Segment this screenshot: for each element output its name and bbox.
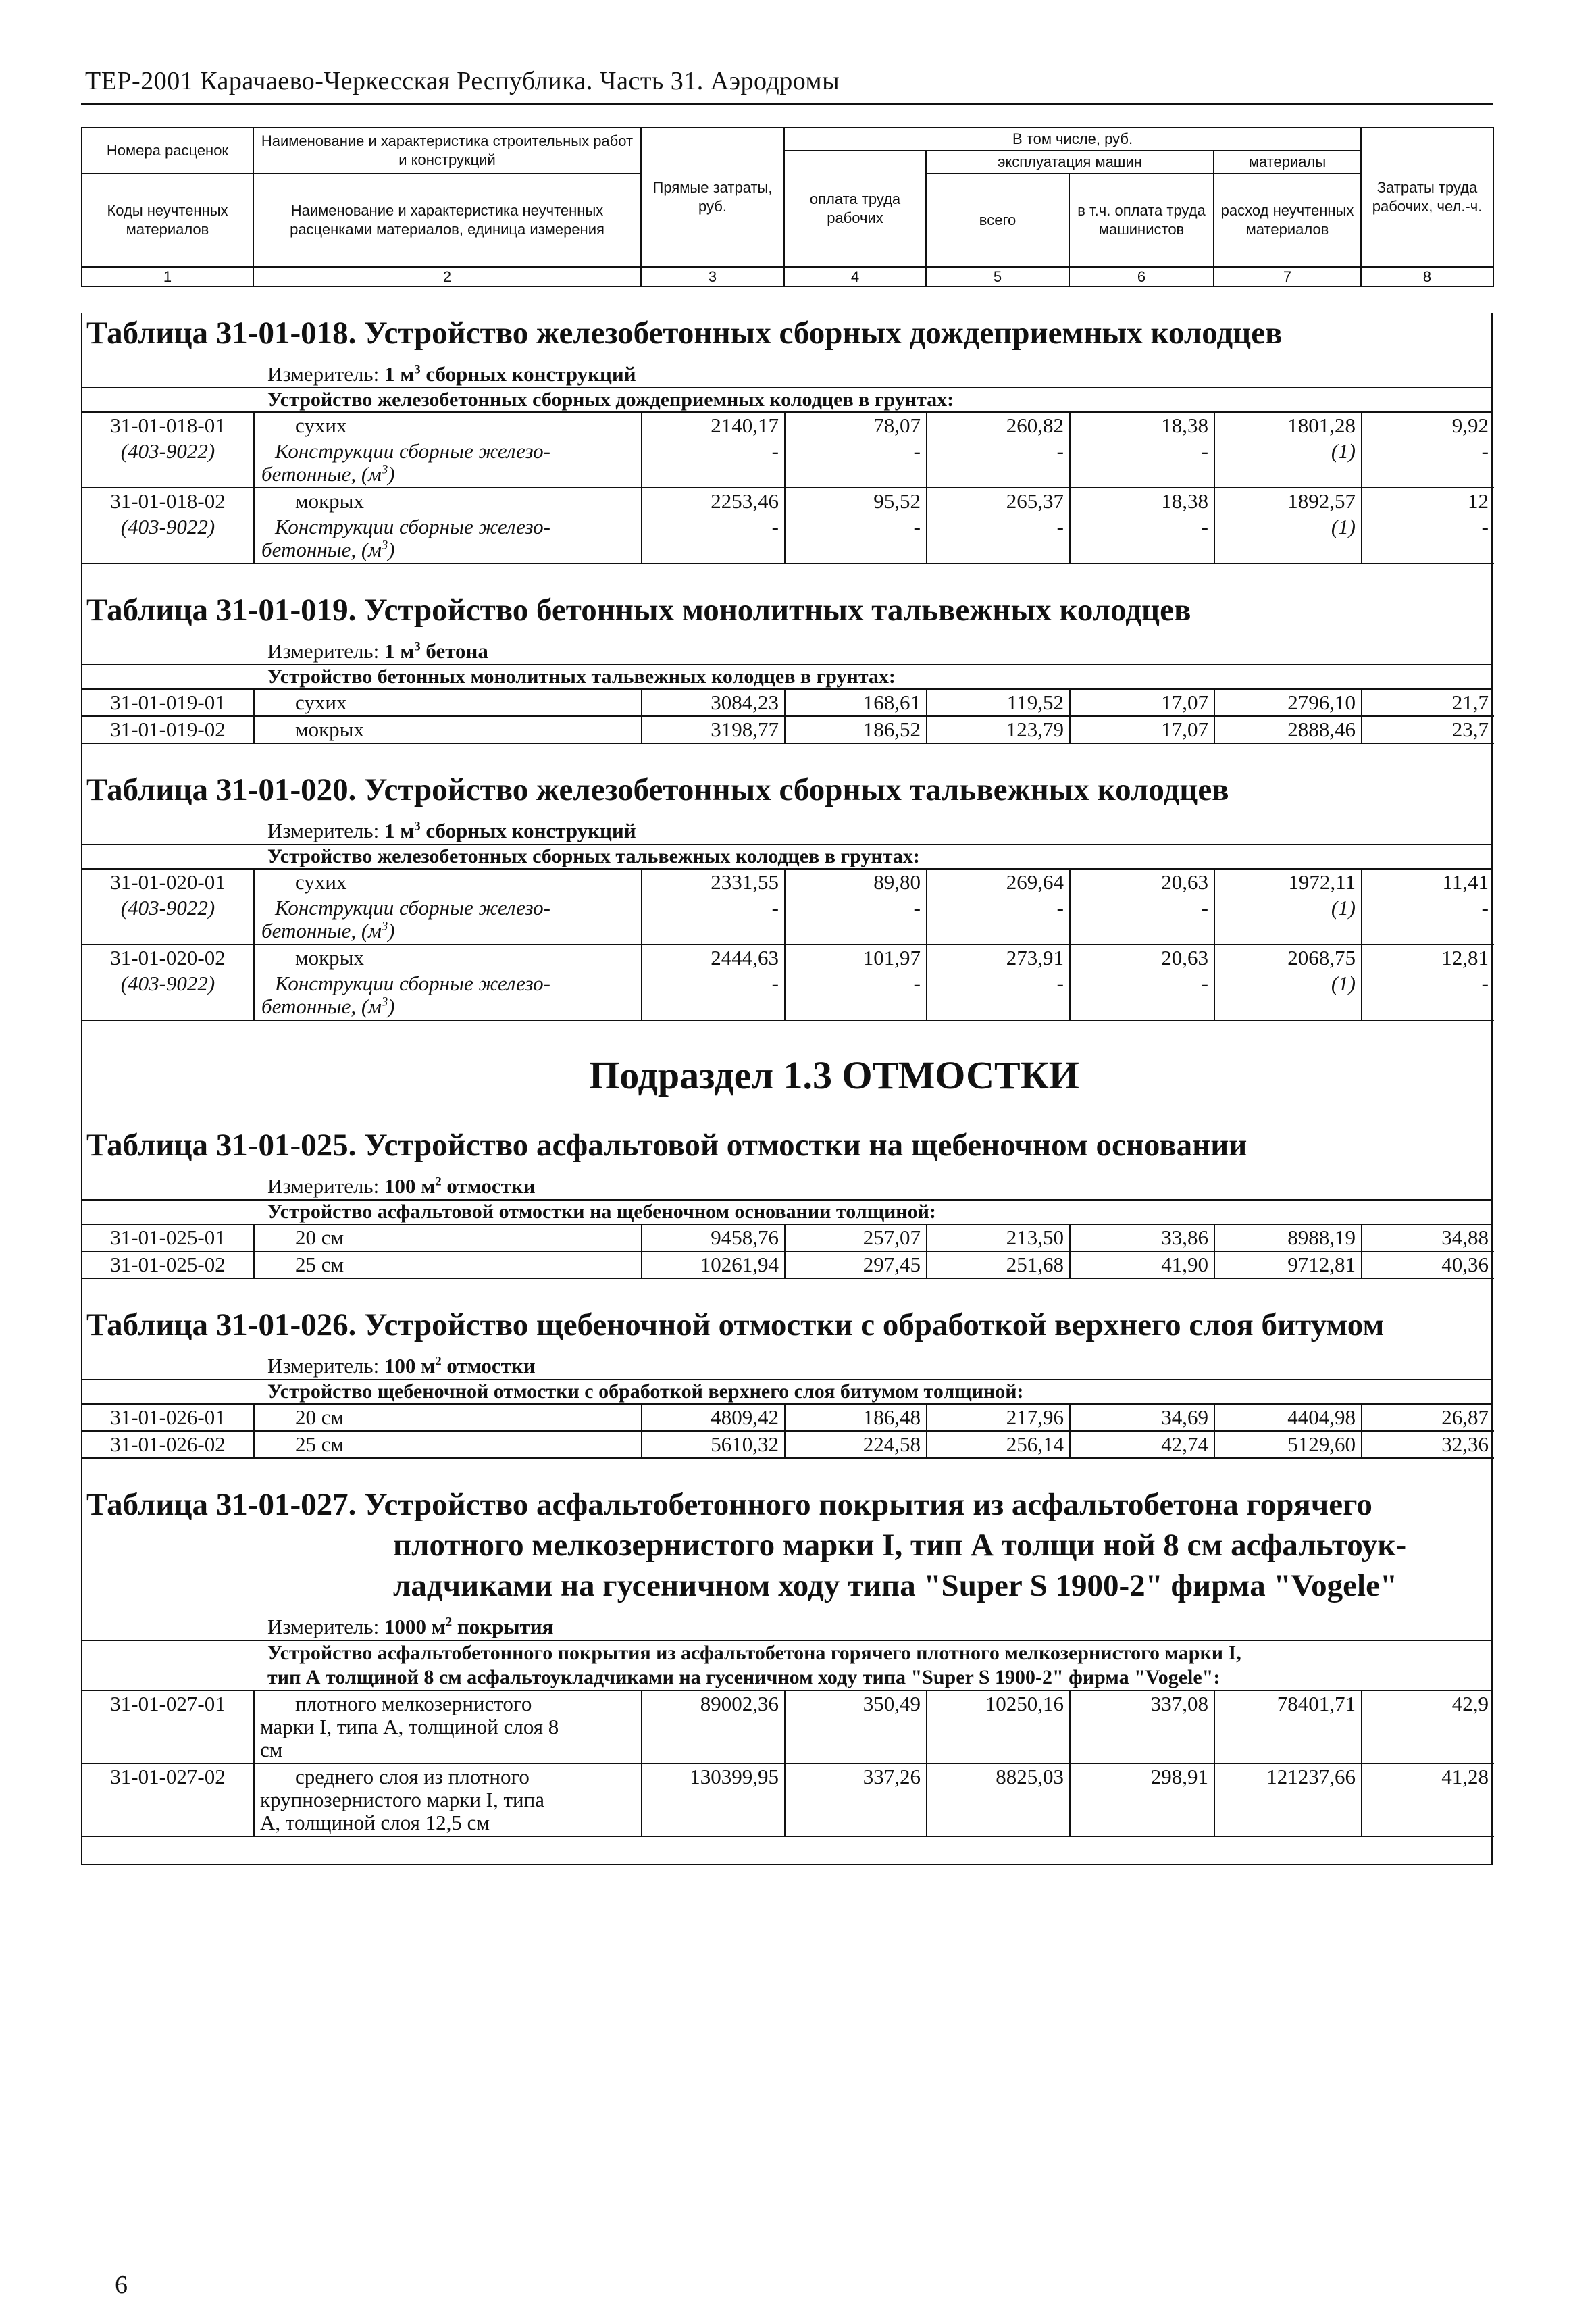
material-value: - <box>1362 895 1494 945</box>
table-body <box>81 313 1493 1865</box>
measure-label: Измеритель: <box>267 362 380 386</box>
rate-code: 31-01-025-02 <box>82 1251 254 1278</box>
value-cell: 130399,95 <box>642 1763 785 1836</box>
group-line: тип А толщиной 8 см асфальтоукладчиками на гусеничном ходу типа "Super S 1900-2" фирма "Vogele": <box>267 1666 1220 1688</box>
value-cell: 269,64 <box>927 870 1070 895</box>
value-cell: 23,7 <box>1362 716 1494 743</box>
material-value: (1) <box>1214 971 1362 1020</box>
value-cell: 224,58 <box>785 1431 927 1458</box>
value-cell: 1892,57 <box>1214 488 1362 514</box>
material-value: - <box>642 514 785 563</box>
measure-unit-name: покрытия <box>452 1615 554 1638</box>
value-cell: 17,07 <box>1070 690 1214 716</box>
material-name-line: бетонные, (м <box>261 538 382 561</box>
column-header <box>81 127 1494 287</box>
table-name: Устройство асфальтовой отмостки на щебеночном основании <box>364 1128 1247 1163</box>
measure-unit <box>82 1614 1491 1641</box>
material-name <box>254 438 642 488</box>
hdr-col2-bottom: Наименование и характеристика неучтенных расценками материалов, единица измерения <box>253 174 641 267</box>
material-value: (1) <box>1214 895 1362 945</box>
value-cell: 10261,94 <box>642 1251 785 1278</box>
value-cell: 2253,46 <box>642 488 785 514</box>
work-name-line: среднего слоя из плотного <box>295 1765 530 1788</box>
group-heading <box>82 845 1491 870</box>
value-cell: 12,81 <box>1441 946 1489 970</box>
measure-unit <box>82 818 1491 845</box>
material-value: - <box>1362 971 1494 1020</box>
material-value: - <box>927 895 1070 945</box>
value-cell: 168,61 <box>785 690 927 716</box>
value-cell: 42,9 <box>1362 1691 1494 1763</box>
measure-unit <box>82 1174 1491 1201</box>
table-title <box>82 1484 1491 1525</box>
hdr-col1-top: Номера расценок <box>82 128 253 174</box>
rate-table <box>82 1484 1491 1837</box>
material-row <box>82 971 1494 1020</box>
measure-value: 1000 м <box>384 1615 446 1638</box>
table-title <box>82 770 1491 810</box>
value-cell: 3084,23 <box>642 690 785 716</box>
table-title <box>82 590 1491 630</box>
value-cell: 9,92 <box>1451 413 1489 437</box>
rate-code: 31-01-020-01 <box>82 870 254 895</box>
value-cell: 20,63 <box>1070 945 1214 971</box>
work-name: сухих <box>254 413 642 438</box>
group-heading <box>82 665 1491 690</box>
value-cell: 11,41 <box>1442 870 1489 894</box>
value-cell: 41,90 <box>1070 1251 1214 1278</box>
value-cell: 256,14 <box>927 1431 1070 1458</box>
material-value: - <box>642 971 785 1020</box>
table-code: Таблица 31-01-027. <box>86 1487 357 1522</box>
table-name: Устройство железобетонных сборных дождеприемных колодцев <box>364 316 1283 351</box>
rate-rows <box>82 870 1494 1021</box>
value-cell: 4404,98 <box>1214 1405 1362 1431</box>
rate-rows <box>82 1225 1494 1279</box>
subsection-title: Подраздел 1.3 ОТМОСТКИ <box>589 1053 1079 1097</box>
material-name-line: бетонные, (м <box>261 919 382 942</box>
material-value: - <box>642 895 785 945</box>
material-value: - <box>1070 971 1214 1020</box>
value-cell: 40,36 <box>1362 1251 1494 1278</box>
hdr-materials: материалы <box>1214 151 1361 174</box>
body-end-spacer <box>82 1837 1491 1864</box>
table-code: Таблица 31-01-020. <box>86 772 357 807</box>
hdr-wages: оплата труда рабочих <box>784 151 926 267</box>
material-name-line: Конструкции сборные железо- <box>275 439 551 463</box>
rate-code: 31-01-019-02 <box>82 716 254 743</box>
value-cell: 5610,32 <box>642 1431 785 1458</box>
hdr-num: 2 <box>253 267 641 287</box>
value-cell: 2068,75 <box>1214 945 1362 971</box>
table-title <box>82 1125 1491 1165</box>
table-row <box>82 488 1494 514</box>
value-cell: 251,68 <box>927 1251 1070 1278</box>
material-code: (403-9022) <box>82 971 254 1020</box>
material-unit-exp: 3 <box>381 919 388 934</box>
group-heading <box>82 1380 1491 1405</box>
hdr-num: 5 <box>926 267 1069 287</box>
measure-exp: 3 <box>414 639 421 654</box>
rate-code: 31-01-027-01 <box>82 1691 254 1763</box>
measure-exp: 2 <box>435 1354 442 1369</box>
measure-unit-name: сборных конструкций <box>420 819 636 842</box>
running-head: ТЕР-2001 Карачаево-Черкесская Республика. Часть 31. Аэродромы <box>85 67 840 95</box>
measure-value: 100 м <box>384 1354 436 1378</box>
hdr-col1-bottom: Коды неучтенных материалов <box>82 174 253 267</box>
rate-table <box>82 590 1491 744</box>
material-value: - <box>785 971 927 1020</box>
rate-code: 31-01-018-01 <box>82 413 254 438</box>
measure-unit-name: отмостки <box>441 1174 536 1198</box>
rate-table <box>82 1052 1491 1279</box>
work-name: мокрых <box>254 716 642 743</box>
value-cell: 18,38 <box>1070 413 1214 438</box>
material-value: (1) <box>1214 438 1362 488</box>
value-cell: 2888,46 <box>1214 716 1362 743</box>
material-code: (403-9022) <box>82 438 254 488</box>
rate-rows <box>82 1405 1494 1459</box>
measure-unit <box>82 638 1491 665</box>
value-cell: 119,52 <box>927 690 1070 716</box>
value-cell: 89,80 <box>785 870 927 895</box>
hdr-total: всего <box>926 174 1069 267</box>
work-name-line: А, толщиной слоя 12,5 см <box>260 1811 490 1834</box>
material-unit-exp: 3 <box>381 462 388 477</box>
material-value: - <box>642 438 785 488</box>
material-name <box>254 971 642 1020</box>
group-line: Устройство железобетонных сборных дождеприемных колодцев в грунтах: <box>267 388 954 411</box>
value-cell: 2444,63 <box>642 945 785 971</box>
value-cell: 2796,10 <box>1214 690 1362 716</box>
value-cell: 186,48 <box>785 1405 927 1431</box>
group-line: Устройство бетонных монолитных тальвежных колодцев в грунтах: <box>267 665 896 688</box>
value-cell: 2331,55 <box>642 870 785 895</box>
measure-unit-name: отмостки <box>441 1354 536 1378</box>
material-name-end: ) <box>388 995 395 1018</box>
value-cell: 101,97 <box>785 945 927 971</box>
group-heading <box>82 1201 1491 1225</box>
measure-value: 1 м <box>384 819 415 842</box>
rate-code: 31-01-020-02 <box>82 945 254 971</box>
table-name: Устройство бетонных монолитных тальвежных колодцев <box>364 593 1191 628</box>
material-code: (403-9022) <box>82 895 254 945</box>
value-cell: 350,49 <box>785 1691 927 1763</box>
value-cell: 260,82 <box>927 413 1070 438</box>
work-name: 25 см <box>254 1251 642 1278</box>
measure-label: Измеритель: <box>267 819 380 842</box>
material-value: - <box>927 971 1070 1020</box>
material-name-end: ) <box>388 538 395 561</box>
value-cell: 10250,16 <box>927 1691 1070 1763</box>
measure-value: 1 м <box>384 362 415 386</box>
value-cell: 26,87 <box>1362 1405 1494 1431</box>
value-cell: 8988,19 <box>1214 1225 1362 1251</box>
value-cell: 78401,71 <box>1214 1691 1362 1763</box>
material-value: - <box>927 438 1070 488</box>
measure-label: Измеритель: <box>267 1615 380 1638</box>
hdr-num: 7 <box>1214 267 1361 287</box>
rate-code: 31-01-026-01 <box>82 1405 254 1431</box>
group-line: Устройство щебеночной отмостки с обработкой верхнего слоя битумом толщиной: <box>267 1380 1024 1403</box>
material-code: (403-9022) <box>82 514 254 563</box>
value-cell: 32,36 <box>1362 1431 1494 1458</box>
measure-unit <box>82 1353 1491 1380</box>
rate-code: 31-01-025-01 <box>82 1225 254 1251</box>
work-name-line: крупнозернистого марки I, типа <box>260 1788 544 1811</box>
material-name <box>254 895 642 945</box>
rate-code: 31-01-019-01 <box>82 690 254 716</box>
group-line: Устройство железобетонных сборных тальвежных колодцев в грунтах: <box>267 845 920 867</box>
value-cell: 42,74 <box>1070 1431 1214 1458</box>
value-cell: 89002,36 <box>642 1691 785 1763</box>
value-cell: 9712,81 <box>1214 1251 1362 1278</box>
table-row <box>82 870 1494 895</box>
work-name-line: см <box>260 1738 283 1761</box>
value-cell: 337,26 <box>785 1763 927 1836</box>
table-title-cont: ладчиками на гусеничном ходу типа "Super S 1900-2" фирма "Vogele" <box>393 1568 1398 1603</box>
group-line: Устройство асфальтовой отмостки на щебеночном основании толщиной: <box>267 1201 936 1223</box>
measure-unit-name: бетона <box>420 639 488 663</box>
value-cell: 4809,42 <box>642 1405 785 1431</box>
table-row <box>82 1225 1494 1251</box>
value-cell: 3198,77 <box>642 716 785 743</box>
value-cell: 217,96 <box>927 1405 1070 1431</box>
work-name: 20 см <box>254 1225 642 1251</box>
value-cell: 12 <box>1468 489 1489 513</box>
table-row <box>82 413 1494 438</box>
rate-rows <box>82 1691 1494 1837</box>
table-row <box>82 945 1494 971</box>
hdr-direct: Прямые затраты, руб. <box>641 128 784 267</box>
hdr-num: 6 <box>1069 267 1214 287</box>
rate-code: 31-01-026-02 <box>82 1431 254 1458</box>
material-value: - <box>1362 514 1494 563</box>
table-row <box>82 690 1494 716</box>
value-cell: 273,91 <box>927 945 1070 971</box>
price-table <box>81 127 1493 1865</box>
rate-code: 31-01-018-02 <box>82 488 254 514</box>
value-cell: 20,63 <box>1070 870 1214 895</box>
table-title <box>82 313 1491 353</box>
measure-exp: 2 <box>445 1615 453 1630</box>
measure-label: Измеритель: <box>267 1174 380 1198</box>
table-row <box>82 1763 1494 1836</box>
measure-exp: 2 <box>435 1174 442 1189</box>
table-code: Таблица 31-01-025. <box>86 1128 357 1163</box>
table-name: Устройство асфальтобетонного покрытия из асфальтобетона горячего <box>364 1487 1372 1522</box>
material-unit-exp: 3 <box>381 538 388 553</box>
measure-exp: 3 <box>414 362 421 377</box>
measure-label: Измеритель: <box>267 1354 380 1378</box>
hdr-incl: В том числе, руб. <box>784 128 1361 151</box>
value-cell: 2140,17 <box>642 413 785 438</box>
measure-value: 1 м <box>384 639 415 663</box>
value-cell: 18,38 <box>1070 488 1214 514</box>
work-name: 20 см <box>254 1405 642 1431</box>
rate-rows <box>82 690 1494 744</box>
material-name-line: Конструкции сборные железо- <box>275 515 551 538</box>
value-cell: 121237,66 <box>1214 1763 1362 1836</box>
work-name: 25 см <box>254 1431 642 1458</box>
material-value: (1) <box>1214 514 1362 563</box>
value-cell: 337,08 <box>1070 1691 1214 1763</box>
value-cell: 95,52 <box>785 488 927 514</box>
group-heading <box>82 388 1491 413</box>
material-value: - <box>785 514 927 563</box>
rate-rows <box>82 413 1494 564</box>
value-cell: 17,07 <box>1070 716 1214 743</box>
page-number: 6 <box>115 2271 128 2299</box>
material-unit-exp: 3 <box>381 995 388 1009</box>
material-row <box>82 895 1494 945</box>
value-cell: 34,88 <box>1362 1225 1494 1251</box>
work-name: мокрых <box>254 488 642 514</box>
value-cell: 186,52 <box>785 716 927 743</box>
rate-table <box>82 1305 1491 1459</box>
value-cell: 21,7 <box>1362 690 1494 716</box>
work-name <box>254 1763 642 1836</box>
work-name: сухих <box>254 870 642 895</box>
measure-label: Измеритель: <box>267 639 380 663</box>
value-cell: 5129,60 <box>1214 1431 1362 1458</box>
material-row <box>82 438 1494 488</box>
value-cell: 8825,03 <box>927 1763 1070 1836</box>
value-cell: 123,79 <box>927 716 1070 743</box>
table-row <box>82 1405 1494 1431</box>
material-value: - <box>1362 438 1494 488</box>
table-row <box>82 1251 1494 1278</box>
material-name-line: Конструкции сборные железо- <box>275 896 551 920</box>
material-value: - <box>1070 438 1214 488</box>
rate-table <box>82 770 1491 1021</box>
value-cell: 213,50 <box>927 1225 1070 1251</box>
table-code: Таблица 31-01-026. <box>86 1307 357 1342</box>
table-row <box>82 1431 1494 1458</box>
table-title <box>82 1305 1491 1345</box>
hdr-machines: эксплуатация машин <box>926 151 1214 174</box>
value-cell: 9458,76 <box>642 1225 785 1251</box>
measure-unit <box>82 361 1491 388</box>
work-name: мокрых <box>254 945 642 971</box>
work-name <box>254 1691 642 1763</box>
material-name <box>254 514 642 563</box>
table-name: Устройство железобетонных сборных тальвежных колодцев <box>364 772 1229 807</box>
table-code: Таблица 31-01-018. <box>86 316 357 351</box>
hdr-num: 1 <box>82 267 253 287</box>
work-name-line: плотного мелкозернистого <box>295 1692 532 1715</box>
value-cell: 257,07 <box>785 1225 927 1251</box>
table-title-cont: плотного мелкозернистого марки I, тип А толщи ной 8 см асфальтоук- <box>393 1528 1407 1563</box>
hdr-num: 8 <box>1361 267 1493 287</box>
table-name: Устройство щебеночной отмостки с обработкой верхнего слоя битумом <box>364 1307 1385 1342</box>
hdr-num: 3 <box>641 267 784 287</box>
value-cell: 297,45 <box>785 1251 927 1278</box>
work-name-line: марки I, типа А, толщиной слоя 8 <box>260 1715 559 1738</box>
hdr-num: 4 <box>784 267 926 287</box>
value-cell: 265,37 <box>927 488 1070 514</box>
value-cell: 1801,28 <box>1214 413 1362 438</box>
value-cell: 298,91 <box>1070 1763 1214 1836</box>
group-heading <box>82 1641 1491 1691</box>
table-row <box>82 716 1494 743</box>
measure-unit-name: сборных конструкций <box>420 362 636 386</box>
work-name: сухих <box>254 690 642 716</box>
hdr-col2-top: Наименование и характеристика строительных работ и конструкций <box>253 128 641 174</box>
material-value: - <box>1070 514 1214 563</box>
material-name-line: Конструкции сборные железо- <box>275 972 551 995</box>
material-value: - <box>1070 895 1214 945</box>
measure-exp: 3 <box>414 819 421 834</box>
material-row <box>82 514 1494 563</box>
rate-code: 31-01-027-02 <box>82 1763 254 1836</box>
hdr-incl-wages: в т.ч. оплата труда машинистов <box>1069 174 1214 267</box>
value-cell: 33,86 <box>1070 1225 1214 1251</box>
value-cell: 41,28 <box>1362 1763 1494 1836</box>
material-name-end: ) <box>388 462 395 486</box>
table-row <box>82 1691 1494 1763</box>
hdr-number-row <box>82 267 1493 287</box>
value-cell: 34,69 <box>1070 1405 1214 1431</box>
hdr-mat-cost: расход неучтенных материалов <box>1214 174 1361 267</box>
value-cell: 78,07 <box>785 413 927 438</box>
hdr-labor: Затраты труда рабочих, чел.-ч. <box>1361 128 1493 267</box>
material-name-line: бетонные, (м <box>261 462 382 486</box>
material-name-end: ) <box>388 919 395 942</box>
material-value: - <box>785 438 927 488</box>
value-cell: 1972,11 <box>1214 870 1362 895</box>
group-line: Устройство асфальтобетонного покрытия из асфальтобетона горячего плотного мелкозернистого марки I, <box>267 1642 1241 1664</box>
measure-value: 100 м <box>384 1174 436 1198</box>
material-value: - <box>785 895 927 945</box>
rate-table <box>82 313 1491 564</box>
header-rule <box>81 103 1493 105</box>
material-name-line: бетонные, (м <box>261 995 382 1018</box>
material-value: - <box>927 514 1070 563</box>
table-code: Таблица 31-01-019. <box>86 593 357 628</box>
